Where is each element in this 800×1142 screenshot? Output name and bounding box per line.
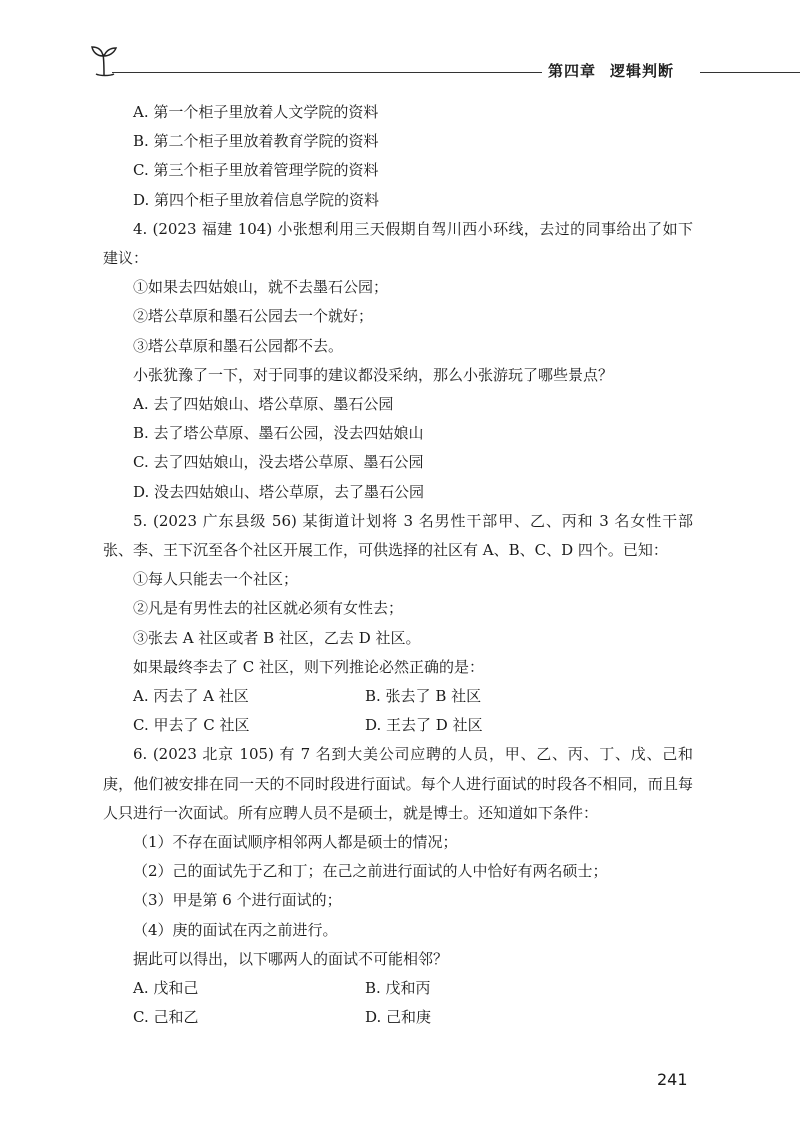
q4-question: 小张犹豫了一下，对于同事的建议都没采纳，那么小张游玩了哪些景点？ [133,365,614,384]
chapter-title [548,60,674,81]
q6-options-row-1 [103,974,693,1003]
chapter-number: 第四章 [548,62,597,80]
q6-option-c: C. 己和乙 [133,1008,199,1027]
q4-option-d: D. 没去四姑娘山、塔公草原，去了墨石公园 [133,482,425,501]
q4-condition-2: ②塔公草原和墨石公园去一个就好； [133,307,374,326]
q5-option-a: A. 丙去了 A 社区 [133,687,249,706]
q4-condition-1: ①如果去四姑娘山，就不去墨石公园； [133,278,389,297]
q4-option-c: C. 去了四姑娘山，没去塔公草原、墨石公园 [133,453,424,472]
q6-option-a: A. 戊和己 [133,979,199,998]
q4-option-b: B. 去了塔公草原、墨石公园，没去四姑娘山 [133,424,424,443]
q6-options-row-2 [103,1003,693,1032]
q3-option-d: D. 第四个柜子里放着信息学院的资料 [133,190,380,209]
q3-option-a: A. 第一个柜子里放着人文学院的资料 [133,103,379,121]
section-title: 逻辑判断 [610,62,675,80]
q5-option-c: C. 甲去了 C 社区 [133,716,250,735]
q5-condition-2: ②凡是有男性去的社区就必须有女性去； [133,599,404,618]
q6-condition-2: （2）己的面试先于乙和丁；在己之前进行面试的人中恰好有两名硕士； [133,862,608,881]
q3-option-c: C. 第三个柜子里放着管理学院的资料 [133,161,379,180]
q4-option-a: A. 去了四姑娘山、塔公草原、墨石公园 [133,395,394,414]
q6-option-b: B. 戊和丙 [365,979,431,998]
q6-condition-4: （4）庚的面试在丙之前进行。 [133,920,338,939]
q5-condition-1: ①每人只能去一个社区； [133,570,299,589]
header-rule-right [700,72,800,73]
q5-option-b: B. 张去了 B 社区 [365,687,482,706]
q5-stem: 5. (2023 广东县级 56) 某街道计划将 3 名男性干部甲、乙、丙和 3 名女性干部张、李、王下沉至各个社区开展工作，可供选择的社区有 A、B、C、D 四个。已知： [103,511,693,560]
q6-option-d: D. 己和庚 [365,1008,432,1027]
header-rule-left [112,72,542,73]
q3-option-b: B. 第二个柜子里放着教育学院的资料 [133,132,379,151]
q4-condition-3: ③塔公草原和墨石公园都不去。 [133,336,344,355]
q4-stem: 4. (2023 福建 104) 小张想利用三天假期自驾川西小环线，去过的同事给出了如下建议： [103,219,693,268]
q6-condition-3: （3）甲是第 6 个进行面试的； [133,891,342,910]
page-header [0,0,800,90]
q5-option-d: D. 王去了 D 社区 [365,716,483,735]
page-number: 241 [657,1070,688,1089]
q6-stem: 6. (2023 北京 105) 有 7 名到大美公司应聘的人员，甲、乙、丙、丁、戊、己和庚，他们被安排在同一天的不同时段进行面试。每个人进行面试的时段各不相同，而且每人只进行一次面试。所有应聘人员不是硕士，就是博士。还知道如下条件： [103,745,693,822]
q6-question: 据此可以得出，以下哪两人的面试不可能相邻？ [133,949,449,968]
page-body [103,98,693,1033]
q5-options-row-2 [103,711,693,740]
q5-options-row-1 [103,682,693,711]
q6-condition-1: （1）不存在面试顺序相邻两人都是硕士的情况； [133,833,458,852]
q5-condition-3: ③张去 A 社区或者 B 社区，乙去 D 社区。 [133,628,421,647]
q5-question: 如果最终李去了 C 社区，则下列推论必然正确的是： [133,657,485,676]
